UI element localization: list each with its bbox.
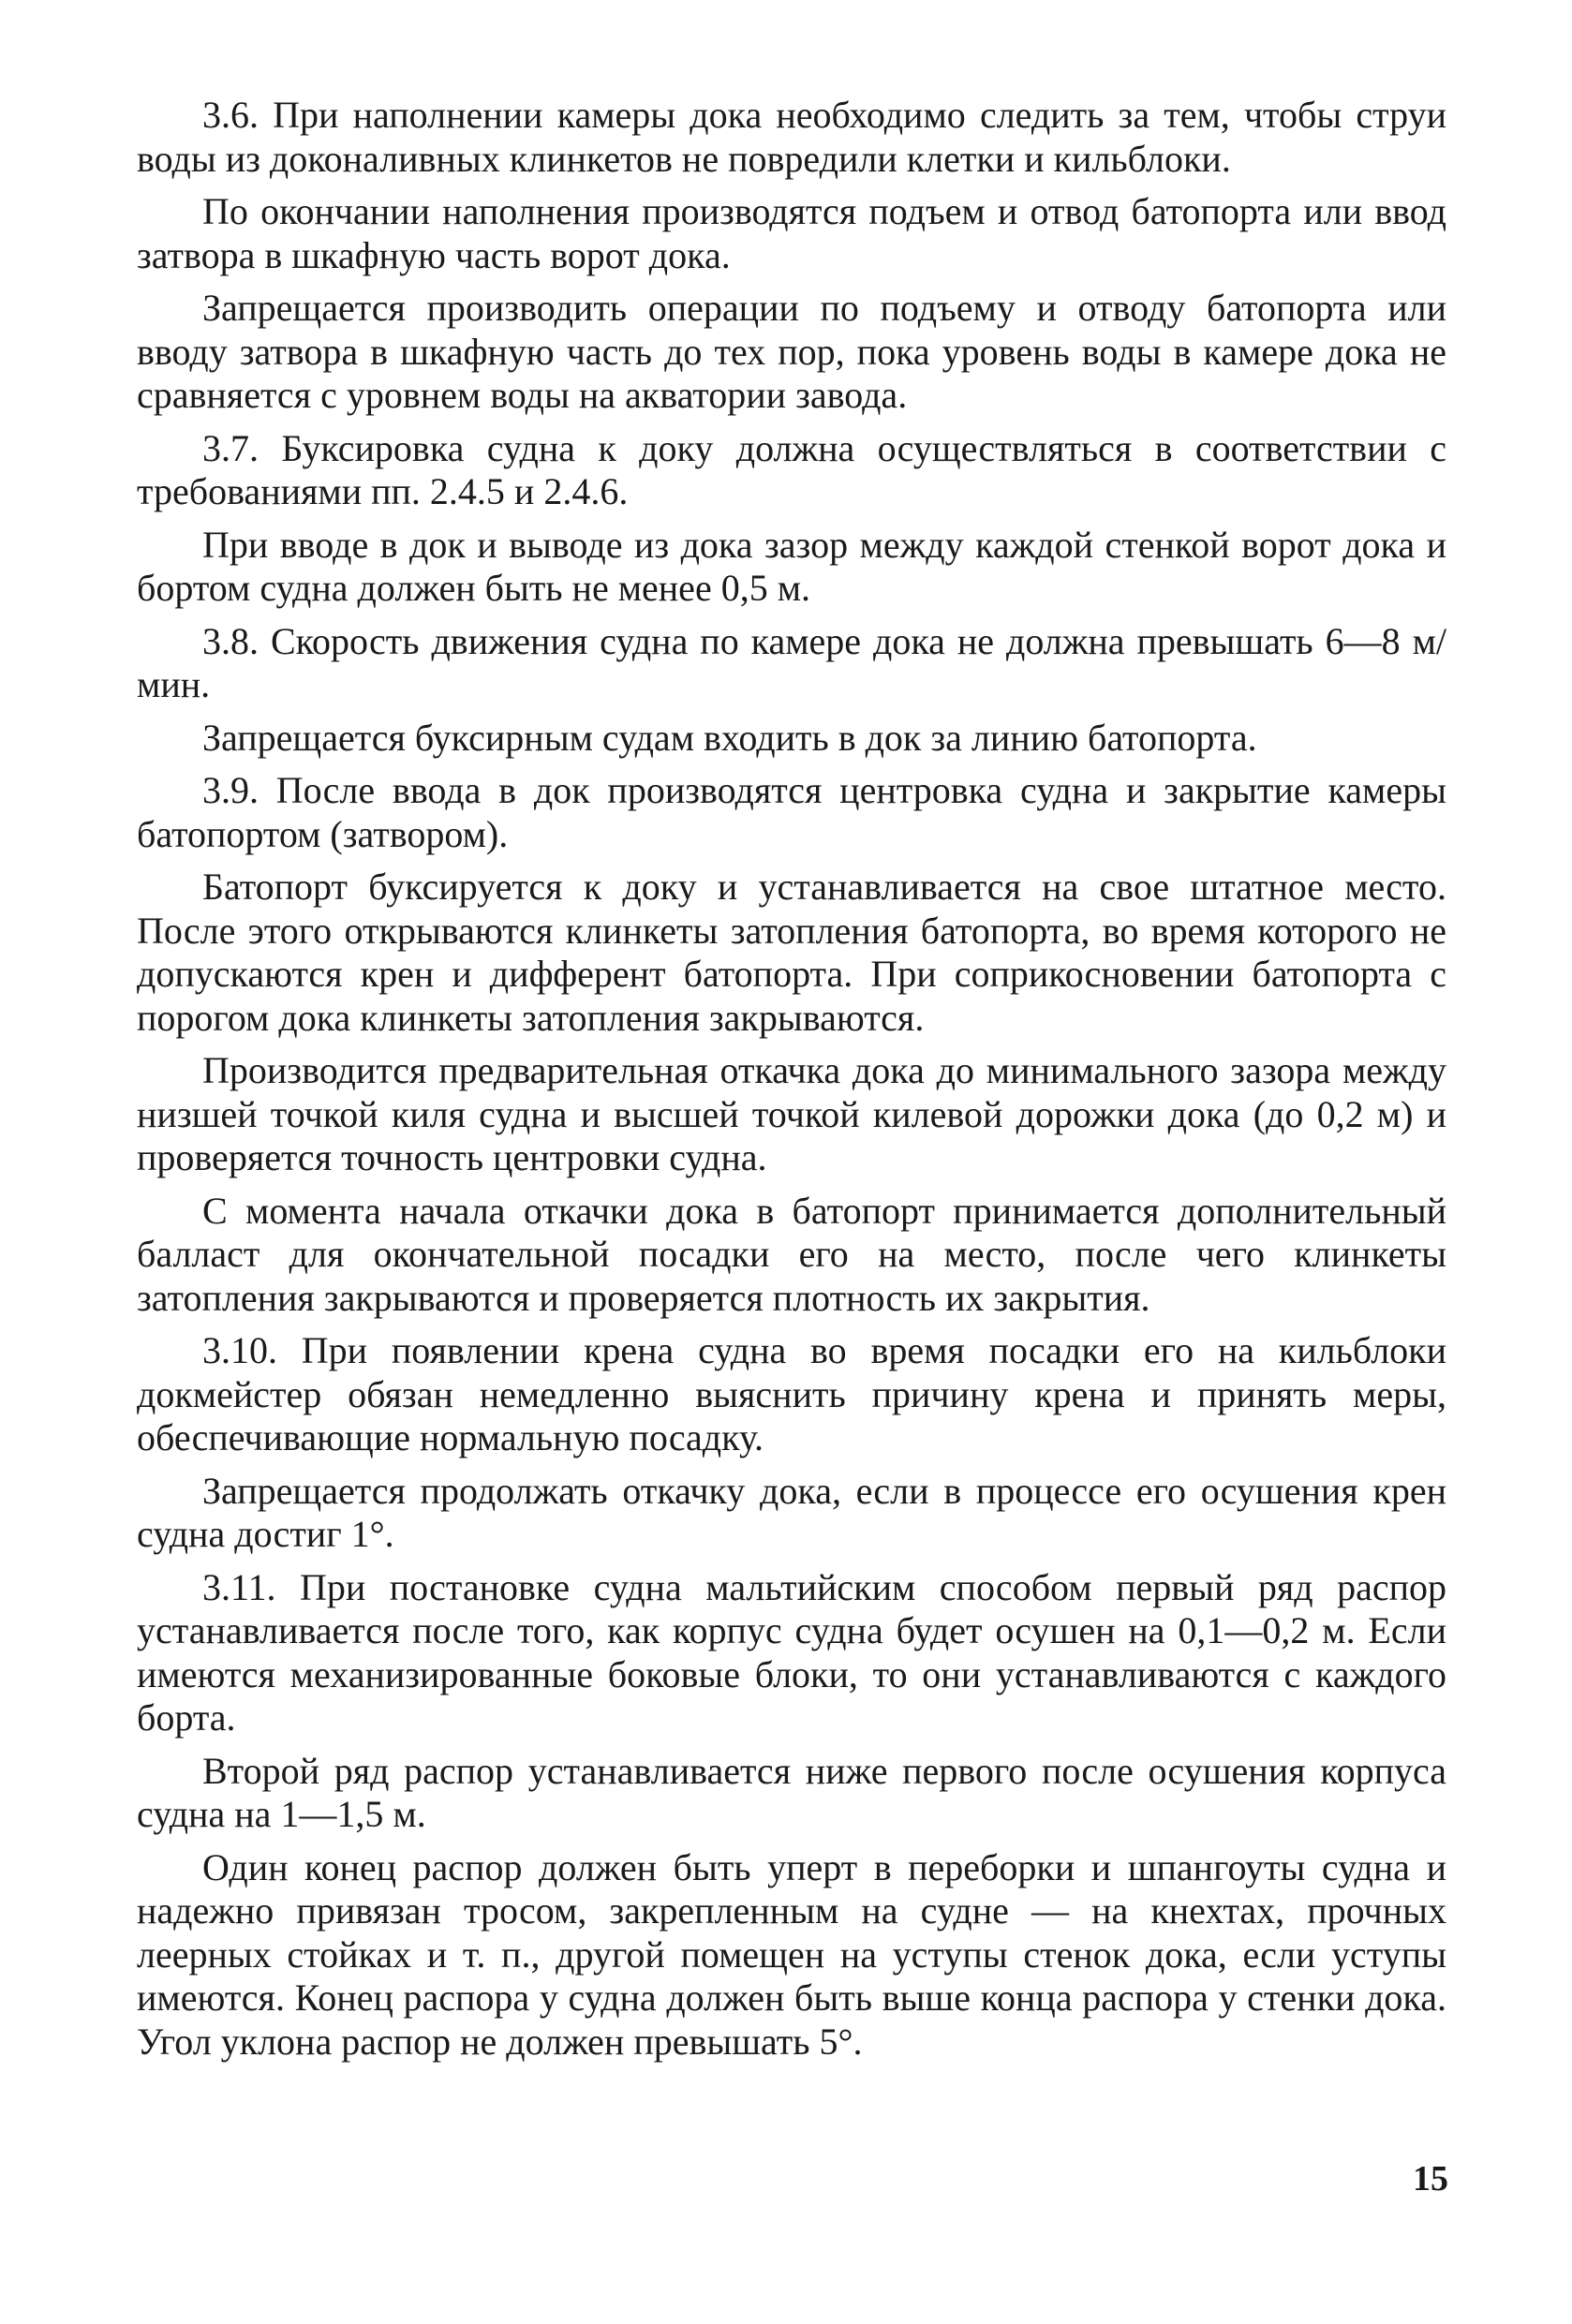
document-body [137,94,1446,2073]
paragraph-3-11: 3.11. При постановке судна мальтийским способом первый ряд распор устанавливается после того, как корпус судна будет осушен на 0,1—0,2 м. Если имеются механизированные боковые блоки, то они устанавливаются с каждого борта. [137,1565,1446,1739]
paragraph-3-7: 3.7. Буксировка судна к доку должна осуществляться в соответствии с требованиями пп. 2.4.5 и 2.4.6. [137,426,1446,512]
paragraph-3-10: 3.10. При появлении крена судна во время посадки его на кильблоки докмейстер обязан немедленно выяснить причину крена и принять меры, обеспечивающие нормальную посадку. [137,1329,1446,1458]
paragraph-batoport-towing: Батопорт буксируется к доку и устанавливается на свое штатное место. После этого открываются клинкеты затопления батопорта, во время которого не допускаются крен и дифферент батопорта. При соприкосновении батопорта с порогом дока клинкеты затопления закрываются. [137,866,1446,1039]
paragraph-3-6: 3.6. При наполнении камеры дока необходимо следить за тем, чтобы струи воды из доконаливных клинкетов не повредили клетки и кильблоки. [137,94,1446,180]
paragraph-ballast: С момента начала откачки дока в батопорт принимается дополнительный балласт для окончательной посадки его на место, после чего клинкеты затопления закрываются и проверяется плотность их закрытия. [137,1189,1446,1319]
paragraph-filling-end: По окончании наполнения производятся подъем и отвод батопорта или ввод затвора в шкафную часть ворот дока. [137,190,1446,276]
paragraph-3-8: 3.8. Скорость движения судна по камере дока не должна превышать 6—8 м/мин. [137,619,1446,705]
paragraph-second-row: Второй ряд распор устанавливается ниже первого после осушения корпуса судна на 1—1,5 м. [137,1749,1446,1835]
paragraph-tug-prohibition: Запрещается буксирным судам входить в док за линию батопорта. [202,716,1257,759]
page-number: 15 [1413,2159,1448,2198]
paragraph-heel-prohibition: Запрещается продолжать откачку дока, если в процессе его осушения крен судна достиг 1°. [137,1469,1446,1555]
paragraph-clearance: При вводе в док и выводе из дока зазор между каждой стенкой ворот дока и бортом судна должен быть не менее 0,5 м. [137,523,1446,609]
paragraph-3-9: 3.9. После ввода в док производятся центровка судна и закрытие камеры батопортом (затвором). [137,769,1446,855]
paragraph-strut-end: Один конец распор должен быть уперт в переборки и шпангоуты судна и надежно привязан тросом, закрепленным на судне — на кнехтах, прочных леерных стойках и т. п., другой помещен на уступы стенок дока, если уступы имеются. Конец распора у судна должен быть выше конца распора у стенки дока. Угол уклона распор не должен превышать 5°. [137,1845,1446,2063]
paragraph-prohibition-batoport: Запрещается производить операции по подъему и отводу батопорта или вводу затвора в шкафную часть до тех пор, пока уровень воды в камере дока не сравняется с уровнем воды на акватории завода. [137,287,1446,416]
paragraph-preliminary-pumping: Производится предварительная откачка дока до минимального зазора между низшей точкой киля судна и высшей точкой килевой дорожки дока (до 0,2 м) и проверяется точность центровки судна. [137,1049,1446,1178]
